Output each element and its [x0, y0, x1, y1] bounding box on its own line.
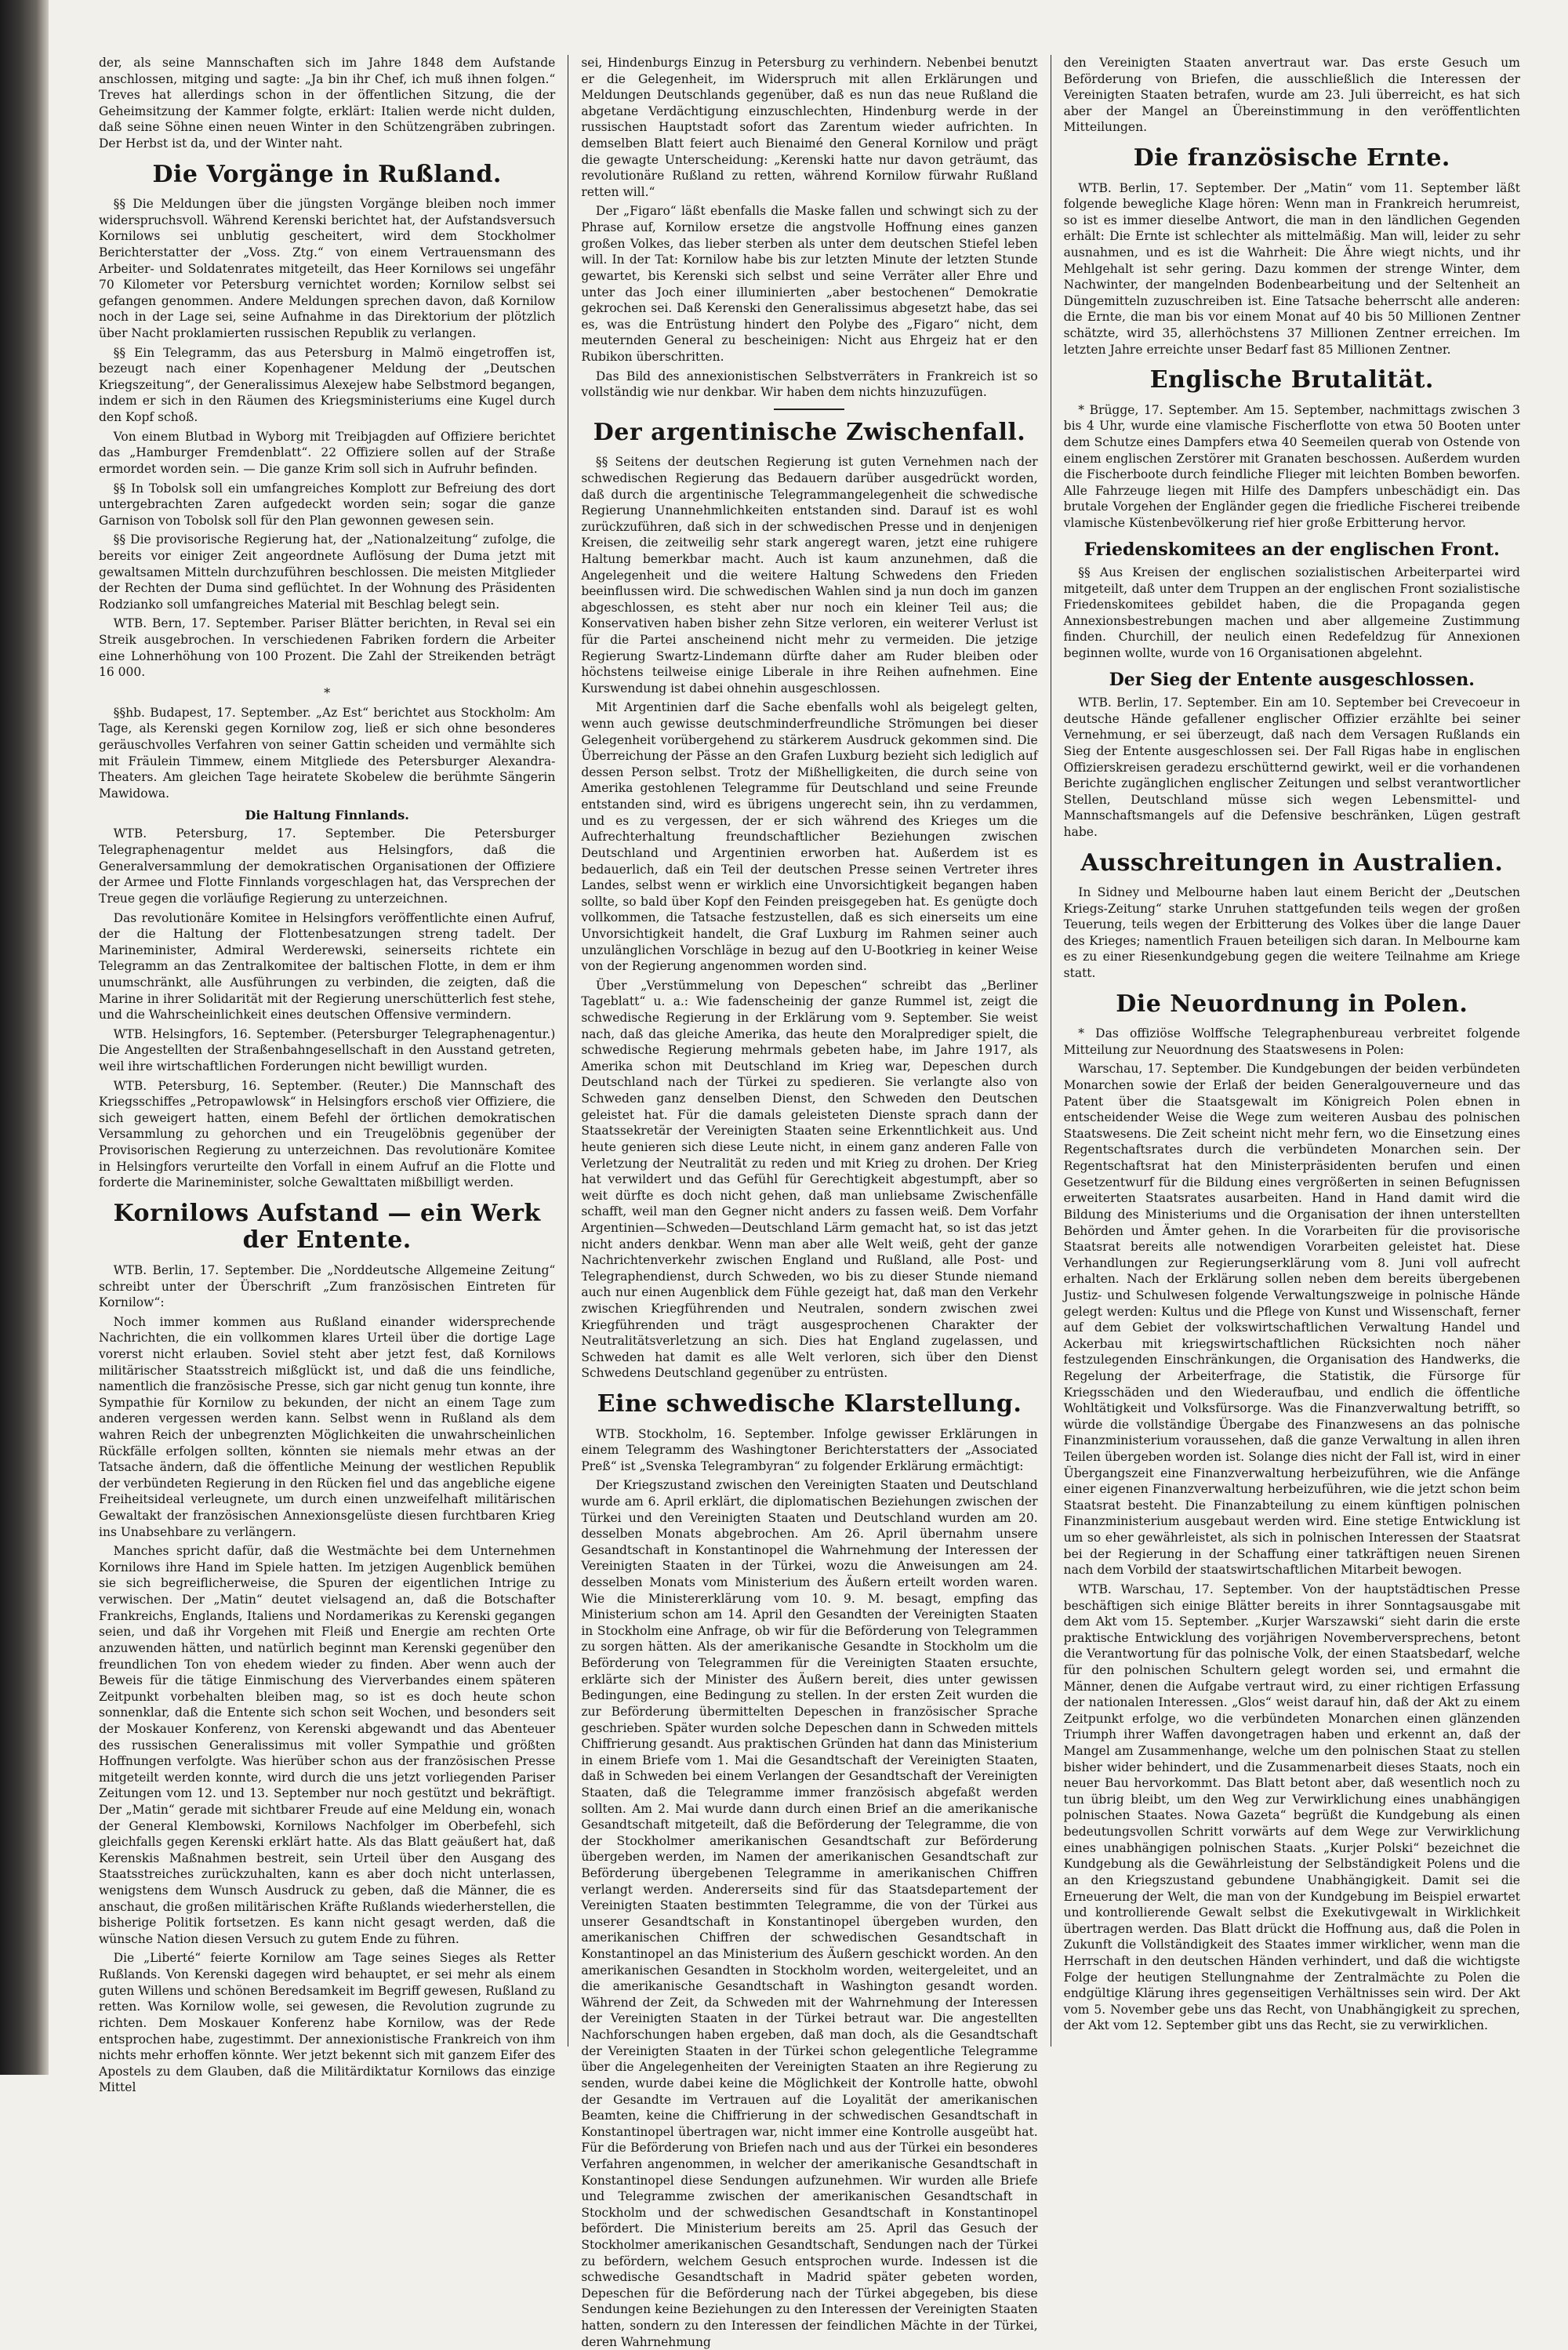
article-paragraph: WTB. Berlin, 17. September. Der „Matin“ vom 11. September läßt folgende bewegliche Klage hören: Wenn man in Frankreich herumreist, so ist es immer dieselbe Antwort, die man in den ländlichen Gegenden erhält: Die Ernte ist schlechter als mittelmäßig. Man will, leider zu sehr ausnahmen, und es ist die Wahrheit: Die Ähre wiegt nichts, und ihr Mehlgehalt ist sehr gering. Dazu kommen der strenge Winter, dem Nachwinter, der mangelnden Bodenbearbeitung und der Seltenheit an Düngemitteln zuzuschreiben ist. Eine Tatsache beherrscht alle anderen: die Ernte, die man bis vor einem Monat auf 40 bis 50 Millionen Zentner schätzte, wird 35, allerhöchstens 37 Millionen Zentner erreichen. Im letzten Jahre erreichte unser Bedarf fast 85 Millionen Zentner. [1063, 180, 1520, 357]
article-paragraph: §§hb. Budapest, 17. September. „Az Est“ berichtet aus Stockholm: Am Tage, als Kerenski gegen Kornilow zog, ließ er sich ohne besonderes geräuschvolles Verfahren von seiner Gattin scheiden und vermählte sich mit Fräulein Timmew, einem Mitgliede des Petersburger Alexandra-Theaters. Am gleichen Tage heiratete Skobelew die berühmte Sängerin Mawidowa. [99, 705, 556, 801]
article-paragraph: Die „Liberté“ feierte Kornilow am Tage seines Sieges als Retter Rußlands. Von Kerenski dagegen wird behauptet, er sei mehr als einem guten Willens und schönen Beredsamkeit im Begriff gewesen, Rußland zu retten. Was Kornilow wolle, sei gewesen, die Revolution zugrunde zu richten. Dem Moskauer Konferenz habe Kornilow, was der Rede entsprochen habe, zugestimmt. Der annexionistische Frankreich von ihm nichts mehr erhoffen könnte. Wer jetzt bekennt sich mit ganzem Eifer des Apostels zu dem Glauben, daß die Militärdiktatur Kornilows das einzige Mittel [99, 1951, 556, 2095]
article-paragraph: Das revolutionäre Komitee in Helsingfors veröffentlichte einen Aufruf, der die Haltung der Flottenbesatzungen streng tadelt. Der Marineminister, Admiral Werderewski, seinerseits richtete ein Telegramm an das Zentralkomitee der baltischen Flotte, in dem er ihm unumschränkt, alle Ausführungen zu verbinden, die zeigten, daß die Marine in ihrer Solidarität mit der Regierung unerschütterlich fest stehe, und die Wahrscheinlichkeit eines deutschen Offensive vermindern. [99, 910, 556, 1022]
article-paragraph: In Sidney und Melbourne haben laut einem Bericht der „Deutschen Kriegs-Zeitung“ starke Unruhen stattgefunden teils wegen der großen Teuerung, teils wegen der Erbitterung des Volkes über die lange Dauer des Krieges; namentlich Frauen beteiligen sich daran. In Melbourne kam es zu einer Riesenkundgebung gegen die weitere Teilnahme am Kriege statt. [1063, 885, 1520, 981]
article-paragraph: WTB. Bern, 17. September. Pariser Blätter berichten, in Reval sei ein Streik ausgebrochen. In verschiedenen Fabriken fordern die Arbeiter eine Lohnerhöhung von 100 Prozent. Die Zahl der Streikenden beträgt 16 000. [99, 616, 556, 680]
asterisk-separator: * [324, 685, 331, 700]
column-3 [1051, 55, 1533, 2047]
column-2 [568, 55, 1051, 2349]
article-paragraph: Manches spricht dafür, daß die Westmächte bei dem Unternehmen Kornilows ihre Hand im Spiele hatten. Im jetzigen Augenblick bemühen sie sich begreiflicherweise, die Spuren der eigentlichen Intrige zu verwischen. Der „Matin“ deutet vielsagend an, daß die Botschafter Frankreichs, Englands, Italiens und Nordamerikas zu Kerenski gegangen seien, und daß ihr Vorgehen mit Fleiß und Energie am rechten Orte anzuwenden hätten, und natürlich beginnt man Kerenski gegenüber den freundlichen Ton von ehedem wieder zu finden. Aber wenn auch der Beweis für die tätige Einmischung des Vierverbandes einem späteren Zeitpunkt vorbehalten bleiben mag, so ist es doch heute schon sonnenklar, daß die Entente sich schon seit Wochen, und besonders seit der Moskauer Konferenz, von Kerenski abgewandt und das Abenteuer des russischen Generalissimus mit voller Sympathie und größten Hoffnungen verfolgte. Was hierüber schon aus der französischen Presse mitgeteilt werden konnte, wird durch die uns jetzt vorliegenden Pariser Zeitungen vom 12. und 13. September nur noch gestützt und bekräftigt. Der „Matin“ gerade mit sichtbarer Freude auf eine Meldung ein, wonach der General Klembowski, Kornilows Nachfolger im Oberbefehl, sich gleichfalls gegen Kerenski erklärt hatte. Als das Blatt geäußert hat, daß Kerenskis Maßnahmen bestreit, sein Urteil über den Ausgang des Staatsstreiches zurückzuhalten, kann es aber doch nicht unterlassen, wenigstens dem Wunsch Ausdruck zu geben, daß die Männer, die es anschaut, die großen militärischen Kräfte Rußlands wiederherstellen, die bisherige Politik fortsetzen. Es kann nicht gesagt werden, daß die wünsche Nation diesen Versuch zu gutem Ende zu führen. [99, 1544, 556, 1946]
article-paragraph: WTB. Berlin, 17. September. Die „Norddeutsche Allgemeine Zeitung“ schreibt unter der Überschrift „Zum französischen Eintreten für Kornilow“: [99, 1262, 556, 1310]
article-headline: Kornilows Aufstand — ein Werk der Entente. [113, 1199, 541, 1255]
article-paragraph: §§ Aus Kreisen der englischen sozialistischen Arbeiterpartei wird mitgeteilt, daß unter dem Truppen an der englischen Front sozialistische Friedenskomitees gebildet haben, die die Propaganda gegen Annexionsbestrebungen machen und aber allgemeine Zustimmung finden. Churchill, der neulich einen Redefeldzug für Annexionen beginnen wollte, wurde von 16 Organisationen abgelehnt. [1063, 565, 1520, 661]
column-1 [86, 55, 568, 2095]
separator-rule [774, 409, 844, 410]
article-headline: Die französische Ernte. [1133, 144, 1450, 173]
article-headline: Die Vorgänge in Rußland. [152, 160, 502, 188]
book-binding [0, 0, 49, 2075]
article-paragraph: der, als seine Mannschaften sich im Jahre 1848 dem Aufstande anschlossen, mitging und sagte: „Ja bin ihr Chef, ich muß ihnen folgen.“ Treves hat allerdings schon in der öffentlichen Sitzung, die der Geheimsitzung der Kammer folgte, erklärt: Italien werde nicht dulden, daß seine Söhne einen neuen Winter in den Schützengräben zubringen. Der Herbst ist da, und der Winter naht. [99, 56, 556, 151]
section-subheading: Die Haltung Finnlands. [245, 808, 409, 823]
article-subheadline: Der Sieg der Entente ausgeschlossen. [1109, 669, 1475, 690]
article-paragraph: §§ In Tobolsk soll ein umfangreiches Komplott zur Befreiung des dort untergebrachten Zaren aufgedeckt worden sein; sogar die ganze Garnison von Tobolsk soll für den Plan gewonnen gewesen sein. [99, 481, 556, 528]
article-paragraph: §§ Ein Telegramm, das aus Petersburg in Malmö eingetroffen ist, bezeugt nach einer Kopenhagener Meldung der „Deutschen Kriegszeitung“, der Generalissimus Alexejew habe Selbstmord begangen, indem er sich in den Räumen des Kriegsministeriums eine Kugel durch den Kopf schoß. [99, 345, 556, 425]
article-paragraph: * Das offiziöse Wolffsche Telegraphenbureau verbreitet folgende Mitteilung zur Neuordnung des Staatswesens in Polen: [1063, 1026, 1520, 1057]
article-paragraph: WTB. Berlin, 17. September. Ein am 10. September bei Crevecoeur in deutsche Hände gefallener englischer Offizier erzählte bei seiner Vernehmung, er sei überzeugt, daß nach dem Versagen Rußlands ein Sieg der Entente ausgeschlossen sei. Der Fall Rigas habe in englischen Offizierskreisen geradezu erschütternd gewirkt, weil er die vorhandenen Berichte zugänglichen englischer Zeitungen und selbst verantwortlicher Stellen, Deutschland müsse sich wegen Lebensmittel- und Mannschaftsmangels auf die Defensive beschränken, Lügen gestraft habe. [1063, 696, 1520, 839]
article-subheadline: Friedenskomitees an der englischen Front. [1083, 539, 1500, 560]
article-paragraph: §§ Seitens der deutschen Regierung ist guten Vernehmen nach der schwedischen Regierung das Bedauern darüber ausgedrückt worden, daß durch die argentinische Telegrammangelegenheit die schwedische Regierung Unannehmlichkeiten entstanden sind. Darauf ist es wohl zurückzuführen, daß sich in der schwedischen Presse und in denjenigen Kreisen, die zeitweilig sehr stark angeregt waren, jetzt eine ruhigere Haltung bemerkbar macht. Auch ist kaum anzunehmen, daß die Angelegenheit und die weitere Haltung Schwedens den Frieden beeinflussen wird. Die schwedischen Wahlen sind ja nun doch im ganzen abgeschlossen, es steht aber nur noch ein kleiner Teil aus; die Konservativen haben bisher zehn Sitze verloren, ein weiterer Verlust ist für die Partei anscheinend nicht mehr zu vermeiden. Die jetzige Regierung Swartz-Lindemann dürfte daher am Ruder bleiben oder höchstens teilweise einige Liberale in ihre Reihen aufnehmen. Eine Kurswendung ist dabei ohnehin ausgeschlossen. [581, 455, 1038, 696]
article-paragraph: den Vereinigten Staaten anvertraut war. Das erste Gesuch um Beförderung von Briefen, die ausschließlich die Interessen der Vereinigten Staaten betrafen, wurde am 23. Juli überreicht, es hat sich aber der Mangel an Übereinstimmung in den veröffentlichten Mitteilungen. [1063, 56, 1520, 135]
article-paragraph: Noch immer kommen aus Rußland einander widersprechende Nachrichten, die ein vollkommen klares Urteil über die dortige Lage vorerst nicht erlauben. Soviel steht aber jetzt fest, daß Kornilows militärischer Staatsstreich mißglückt ist, und daß die uns feindliche, namentlich die französische Presse, sich gar nicht genug tun konnte, ihre Sympathie für Kornilow zu bekunden, der nicht an einem Tage zum anderen vergessen werden kann. Selbst wenn in Rußland als dem wahren Reich der unbegrenzten Möglichkeiten die unwahrscheinlichen Rückfälle erfolgen sollten, könnten sie niemals mehr etwas an der Tatsache ändern, daß die öffentliche Meinung der westlichen Republik der verbündeten Regierung in den Rücken fiel und das angebliche eigene Freiheitsideal verleugnete, um durch einen unzweifelhaft militärischen Gewaltakt der französischen Annexionsgelüste diesen furchtbaren Krieg ins Unabsehbare zu verlängern. [99, 1314, 556, 1539]
article-paragraph: WTB. Warschau, 17. September. Von der hauptstädtischen Presse beschäftigen sich einige Blätter bereits in ihrer Sonntagsausgabe mit dem Akt vom 15. September. „Kurjer Warszawski“ sieht darin die erste praktische Entwicklung des vorjährigen Novemberversprechens, betont die Verantwortung für das polnische Volk, der einen Staatsbedarf, welche für den polnischen Schultern gelegt worden sei, und ermahnt die Männer, denen die Aufgabe vertraut wird, zu einer richtigen Erfassung der nationalen Interessen. „Glos“ weist darauf hin, daß der Akt zu einem Zeitpunkt erfolge, wo die verbündeten Monarchen einen glänzenden Triumph ihrer Waffen davongetragen haben und erkennt an, daß der Mangel am Zusammenhange, welche um den polnischen Staat zu stellen bisher wider behindert, und die Zusammenarbeit dieses Staats, noch ein neuer Bau hervorkommt. Das Blatt betont aber, daß wesentlich noch zu tun übrig bleibt, um den Weg zur Verwirklichung eines unabhängigen polnischen Staates. Nowa Gazeta“ begrüßt die Kundgebung als einen bedeutungsvollen Schritt vorwärts auf dem Wege zur Verwirklichung eines unabhängigen polnischen Staats. „Kurjer Polski“ bezeichnet die Kundgebung als die Gewährleistung der Selbständigkeit Polens und die an den Kriegszustand gebundene Unabhängigkeit. Damit sei die Erneuerung der Welt, die man von der Kundgebung im Beispiel erwartet und kontrollierende Gewalt selbst die Exekutivgewalt in Wirklichkeit übertragen werden. Das Blatt drückt die Hoffnung aus, daß die Polen in Zukunft die Vollständigkeit des Staates immer wirklicher, wenn man die Herrschaft in den deutschen Händen verhindert, und daß die wichtigste Folge der heutigen Stellungnahme der Zentralmächte zu Polen die endgültige Klärung ihres gegenseitigen Verhältnisses sein wird. Der Akt vom 5. November gebe uns das Recht, von Unabhängigkeit zu sprechen, der Akt vom 12. September gibt uns das Recht, sie zu verwirklichen. [1063, 1582, 1520, 2033]
article-paragraph: WTB. Petersburg, 17. September. Die Petersburger Telegraphenagentur meldet aus Helsingfors, daß die Generalversammlung der demokratischen Organisationen der Offiziere der Armee und Flotte Finnlands vorgeschlagen hat, das Versprechen der Treue gegen die vorläufige Regierung zu unterzeichnen. [99, 826, 556, 906]
article-paragraph: Warschau, 17. September. Die Kundgebungen der beiden verbündeten Monarchen sowie der Erlaß der beiden Generalgouverneure und das Patent über die Staatsgewalt im Königreich Polen ebnen in entscheidender Weise die Wege zum weiteren Ausbau des polnischen Staatswesens. Die Zeit scheint nicht mehr fern, wo die Einsetzung eines Regentschaftsrates durch die verbündeten Monarchen sein. Der Regentschaftsrat hat den Ministerpräsidenten berufen und einen Gesetzentwurf für die Bildung eines vergrößerten in seinen Befugnissen erweiterten Staatsrates ausarbeiten. Hand in Hand damit wird die Bildung des Ministeriums und die Organisation der ihnen unterstellten Behörden und Ämter gehen. In die Vorarbeiten für die provisorische Staatsrat bereits alle notwendigen Vorarbeiten geleistet hat. Diese Verhandlungen zur Regierungserklärung vom 8. Juni voll aufrecht erhalten. Nach der Erklärung sollen neben dem bereits übergebenen Justiz- und Schulwesen folgende Verwaltungszweige in polnische Hände gelegt werden: Kultus und die Pflege von Kunst und Wissenschaft, ferner auf dem Gebiet der volkswirtschaftlichen Verwaltung Handel und Ackerbau mit kriegswirtschaftlichen Rücksichten noch näher festzulegenden Einschränkungen, die Organisation des Handwerks, die Regelung der Arbeiterfrage, die Statistik, die Fürsorge für Kriegsschäden und den Wiederaufbau, und endlich die öffentliche Wohltätigkeit und Volksfürsorge. Was die Finanzverwaltung betrifft, so würde die vollständige Übergabe des Finanzwesens an das polnische Finanzministerium voraussehen, daß die ganze Verwaltung in allen ihren Teilen übergeben worden ist. Solange dies nicht der Fall ist, wird in einer Übergangszeit eine Finanzverwaltung herbeizuführen, wie die Anfänge einer eigenen Finanzverwaltung herbeizuführen, wie die jetzt schon beim Staatsrat besteht. Die Finanzabteilung zu einem künftigen polnischen Finanzministerium ausgebaut werden wird. Eine stetige Entwicklung ist um so eher gewährleistet, als sich in polnischen Interessen der Staatsrat bei der Regierung in der Schaffung einer tatkräftigen neuen Sirenen nach dem Vorbild der staatswirtschaftlichen Mitarbeit bewogen. [1063, 1062, 1520, 1578]
article-paragraph: Das Bild des annexionistischen Selbstverräters in Frankreich ist so vollständig wie nur denkbar. Wir haben dem nichts hinzuzufügen. [581, 369, 1038, 400]
article-paragraph: sei, Hindenburgs Einzug in Petersburg zu verhindern. Nebenbei benutzt er die Gelegenheit, im Widerspruch mit allen Erklärungen und Meldungen Deutschlands gegenüber, daß es nun das neue Rußland die abgetane Verdächtigung einzuschlechten, Hindenburg werde in der russischen Hauptstadt sofort das Zarentum wieder aufrichten. In demselben Blatt feiert auch Bienaimé den General Kornilow und prägt die gewagte Unterscheidung: „Kerenski hatte nur davon geträumt, das revolutionäre Rußland zu retten, während Kornilow fürwahr Rußland retten will.“ [581, 56, 1038, 199]
article-paragraph: Von einem Blutbad in Wyborg mit Treibjagden auf Offiziere berichtet das „Hamburger Fremdenblatt“. 22 Offiziere sollen auf der Straße ermordet worden sein. — Die ganze Krim soll sich in Aufruhr befinden. [99, 429, 556, 476]
article-headline: Englische Brutalität. [1149, 366, 1434, 394]
article-paragraph: WTB. Helsingfors, 16. September. (Petersburger Telegraphenagentur.) Die Angestellten der Straßenbahngesellschaft in den Ausstand getreten, weil ihre wirtschaftlichen Forderungen nicht bewilligt wurden. [99, 1026, 556, 1074]
article-paragraph: Über „Verstümmelung von Depeschen“ schreibt das „Berliner Tageblatt“ u. a.: Wie fadenscheinig der ganze Rummel ist, zeigt die schwedische Regierung in der Erklärung vom 9. September. Sie weist nach, daß das gleiche Amerika, das heute den Moralprediger spielt, die schwedische Regierung mehrmals gebeten habe, im Jahre 1917, als Amerika schon mit Deutschland im Krieg war, Depeschen durch Deutschland nach der Türkei zu spedieren. Sie verlangte also von Schweden ganz denselben Dienst, den Schweden den Deutschen geleistet hat. Für die damals geleisteten Dienste sprach dann der Staatssekretär der Vereinigten Staaten seine Erkenntlichkeit aus. Und heute genieren sich diese Leute nicht, in einem ganz anderen Falle von Verletzung der Neutralität zu reden und mit Krieg zu drohen. Der Krieg hat verwildert und das Gefühl für Gerechtigkeit abgestumpft, aber so weit dürfte es doch nicht gehen, daß man unliebsame Zwischenfälle schafft, weil man den Gegner nicht anders zu fassen weiß. Dem Vorfahr Argentinien—Schweden—Deutschland Lärm gemacht hat, so ist das jetzt nicht anders denkbar. Wenn man aber alle Welt weiß, geht der ganze Nachrichtenverkehr zwischen England und Rußland, alle Post- und Telegraphendienst, durch Schweden, wo bis zu dieser Stunde niemand auch nur einen Augenblick dem Fühle gezeigt hat, daß man den Verkehr zwischen Kriegführenden und Neutralen, sondern zwischen zwei Kriegführenden und trägt ausgesprochenen Charakter der Neutralitätsverletzung an sich. Dies hat England zugelassen, und Schweden hat damit es alle Welt verloren, sich über den Dienst Schwedens Deutschland gegenüber zu entrüsten. [581, 978, 1038, 1381]
article-paragraph: §§ Die provisorische Regierung hat, der „Nationalzeitung“ zufolge, die bereits vor einiger Zeit angeordnete Auflösung der Duma jetzt mit gewaltsamen Mitteln durchzuführen beschlossen. Die meisten Mitglieder der Rechten der Duma sind geflüchtet. In der Wohnung des Präsidenten Rodzianko soll umfangreiches Material mit Beschlag belegt sein. [99, 532, 556, 612]
newspaper-page [86, 55, 1533, 2349]
article-paragraph: * Brügge, 17. September. Am 15. September, nachmittags zwischen 3 bis 4 Uhr, wurde eine vlamische Fischerflotte von etwa 50 Booten unter dem Schutze eines Dampfers etwa 40 Seemeilen querab von Ostende von einem englischen Zerstörer mit Granaten beschossen. Außerdem wurden die Fischerboote durch feindliche Flieger mit leichten Bomben beworfen. Alle Fahrzeuge liegen mit Hilfe des Dampfers unbeschädigt ein. Das brutale Vorgehen der Engländer gegen die friedliche Fischerei treibende vlamische Küstenbevölkerung rief hier große Erbitterung hervor. [1063, 402, 1520, 531]
article-paragraph: Der Kriegszustand zwischen den Vereinigten Staaten und Deutschland wurde am 6. April erklärt, die diplomatischen Beziehungen zwischen der Türkei und den Vereinigten Staaten und Deutschland wurden am 20. desselben Monats abgebrochen. Am 26. April übernahm unsere Gesandtschaft in Konstantinopel die Wahrnehmung der Interessen der Vereinigten Staaten in der Türkei, wozu die Anweisungen am 24. desselben Monats vom Ministerium des Äußern erteilt worden waren. Wie die Ministererklärung vom 10. 9. M. besagt, empfing das Ministerium schon am 14. April den Gesandten der Vereinigten Staaten in Stockholm eine Anfrage, ob wir für die Beförderung von Telegrammen zu sorgen hätten. Als der amerikanische Gesandte in Stockholm um die Beförderung von Telegrammen für die Vereinigten Staaten ersuchte, erklärte sich der Minister des Äußern bereit, dies unter gewissen Bedingungen, eine Bedingung zu stellen. In der ersten Zeit wurden die zur Beförderung übermittelten Depeschen in französischer Sprache geschrieben. Später wurden solche Depeschen dann in Schweden mittels Chiffrierung gesandt. Aus praktischen Gründen hat dann das Ministerium in einem Briefe vom 1. Mai die Gesandtschaft der Vereinigten Staaten, daß in Schweden bei einem Verlangen der Gesandtschaft der Vereinigten Staaten, daß die Telegramme immer französisch abgefaßt werden sollten. Am 2. Mai wurde dann durch einen Brief an die amerikanische Gesandtschaft mitgeteilt, daß die Beförderung der Telegramme, die von der Stockholmer amerikanischen Gesandtschaft zur Beförderung übergeben werden, im Namen der amerikanischen Gesandtschaft zur Beförderung übergebenen Telegramme in amerikanischen Chiffren verlangt werden. Andererseits sind für das Staatsdepartement der Vereinigten Staaten bestimmten Telegramme, die von der Türkei aus unserer Gesandtschaft in Konstantinopel übergeben wurden, den amerikanischen Chiffren der schwedischen Gesandtschaft in Konstantinopel an das Ministerium des Äußern geschickt worden. An den amerikanischen Gesandten in Stockholm worden, weitergeleitet, und an die amerikanische Gesandtschaft in Washington gesandt worden. Während der Zeit, da Schweden mit der Wahrnehmung der Interessen der Vereinigten Staaten in der Türkei betraut war. Die angestellten Nachforschungen haben ergeben, daß man doch, als die Gesandtschaft der Vereinigten Staaten in der Türkei schon gelegentliche Telegramme über die Angelegenheiten der Vereinigten Staaten an ihre Regierung zu senden, wurde dabei keine die Möglichkeit der Kontrolle hatte, obwohl der Gesandte im Vertrauen auf die Loyalität der amerikanischen Beamten, keine die Chiffrierung in der schwedischen Gesandtschaft in Konstantinopel übertragen war, nicht immer eine Kontrolle ausgeübt hat. Für die Beförderung von Briefen nach und aus der Türkei ein besonderes Verfahren angenommen, in welcher der amerikanische Gesandtschaft in Konstantinopel diese Sendungen aufzunehmen. Wir wurden alle Briefe und Telegramme zwischen der amerikanischen Gesandtschaft in Stockholm und der schwedischen Gesandtschaft in Konstantinopel befördert. Die Ministerium bereits am 25. April das Gesuch der Stockholmer amerikanischen Gesandtschaft, Sendungen nach der Türkei zu befördern, welchem Gesuch entsprochen wurde. Indessen ist die schwedische Gesandtschaft in Madrid später gebeten worden, Depeschen für die Beförderung nach der Türkei abgegeben, bis diese Sendungen keine Beziehungen zu den Interessen der Vereinigten Staaten hatten, sondern zu den Interessen der feindlichen Mächte in der Türkei, deren Wahrnehmung [581, 1478, 1038, 2349]
article-headline: Die Neuordnung in Polen. [1116, 990, 1468, 1018]
column-container [86, 55, 1533, 2349]
article-paragraph: Der „Figaro“ läßt ebenfalls die Maske fallen und schwingt sich zu der Phrase auf, Kornilow ersetze die angstvolle Hoffnung eines ganzen großen Volkes, das lieber sterben als unter dem deutschen Stiefel leben will. In der Tat: Kornilow habe bis zur letzten Minute der letzten Stunde gewartet, bis Kerenski sich selbst und seine Verräter aller Ehre und unter das Joch einer illuminierten „aber bestochenen“ Demokratie gekrochen sei. Daß Kerenski den Generalissimus abgesetzt habe, das sei es, was die Entrüstung hindert den Polybe des „Figaro“ nicht, dem meuternden General zu bescheinigen: Nicht aus Ehrgeiz hat er den Rubikon überschritten. [581, 204, 1038, 364]
article-paragraph: §§ Die Meldungen über die jüngsten Vorgänge bleiben noch immer widerspruchsvoll. Während Kerenski berichtet hat, der Aufstandsversuch Kornilows sei unblutig gescheitert, wird dem Stockholmer Berichterstatter der „Voss. Ztg.“ von einem Vertrauensmann des Arbeiter- und Soldatenrates mitgeteilt, das Heer Kornilows sei ungefähr 70 Kilometer vor Petersburg vernichtet worden; Kornilow selbst sei gefangen genommen. Andere Meldungen sprechen davon, daß Kornilow noch in der Lage sei, seine Aufnahme in das Direktorium der plötzlich über Nacht proklamierten russischen Republik zu verlangen. [99, 197, 556, 341]
article-headline: Eine schwedische Klarstellung. [597, 1390, 1022, 1418]
article-headline: Ausschreitungen in Australien. [1080, 848, 1504, 877]
article-paragraph: WTB. Petersburg, 16. September. (Reuter.) Die Mannschaft des Kriegsschiffes „Petropawlowsk“ in Helsingfors erschoß vier Offiziere, die sich geweigert hatten, einem Befehl der örtlichen demokratischen Versammlung zu gehorchen und ein Treugelöbnis gegenüber der Provisorischen Regierung zu unterzeichnen. Das revolutionäre Komitee in Helsingfors verurteilte den Vorfall in einem Aufruf an die Flotte und forderte die Marineminister, solche Gewalttaten mißbilligt werden. [99, 1078, 556, 1190]
article-paragraph: Mit Argentinien darf die Sache ebenfalls wohl als beigelegt gelten, wenn auch gewisse deutschminderfreundliche Strömungen bei dieser Gelegenheit vorübergehend zu stärkerem Ausdruck gekommen sind. Die Überreichung der Pässe an den Grafen Luxburg bezieht sich lediglich auf dessen Person selbst. Trotz der Mißhelligkeiten, die durch seine von Amerika gestohlenen Telegramme für Deutschland und seine Freunde entstanden sind, wird es übrigens ungerecht sein, ihn zu verdammen, und es zu vergessen, der er sich während des Krieges um die Aufrechterhaltung freundschaftlicher Beziehungen zwischen Deutschland und Argentinien erworben hat. Außerdem ist es bedauerlich, daß ein Teil der deutschen Presse seinen Vertreter ihres Landes, selbst wenn er wirklich eine Unvorsichtigkeit begangen haben sollte, so bald über Kopf den Feinden preisgegeben hat. Es genügte doch vollkommen, die Tatsache festzustellen, daß es sich einerseits um eine Unvorsichtigkeit handelt, die Graf Luxburg im Rahmen seiner auch unzulänglichen Vorschläge in bezug auf den U-Bootkrieg in keiner Weise von der Regierung angenommen worden sind. [581, 700, 1038, 974]
article-headline: Der argentinische Zwischenfall. [593, 418, 1026, 446]
article-paragraph: WTB. Stockholm, 16. September. Infolge gewisser Erklärungen in einem Telegramm des Washingtoner Berichterstatters der „Associated Preß“ ist „Svenska Telegrambyran“ zu folgender Erklärung ermächtigt: [581, 1426, 1038, 1473]
